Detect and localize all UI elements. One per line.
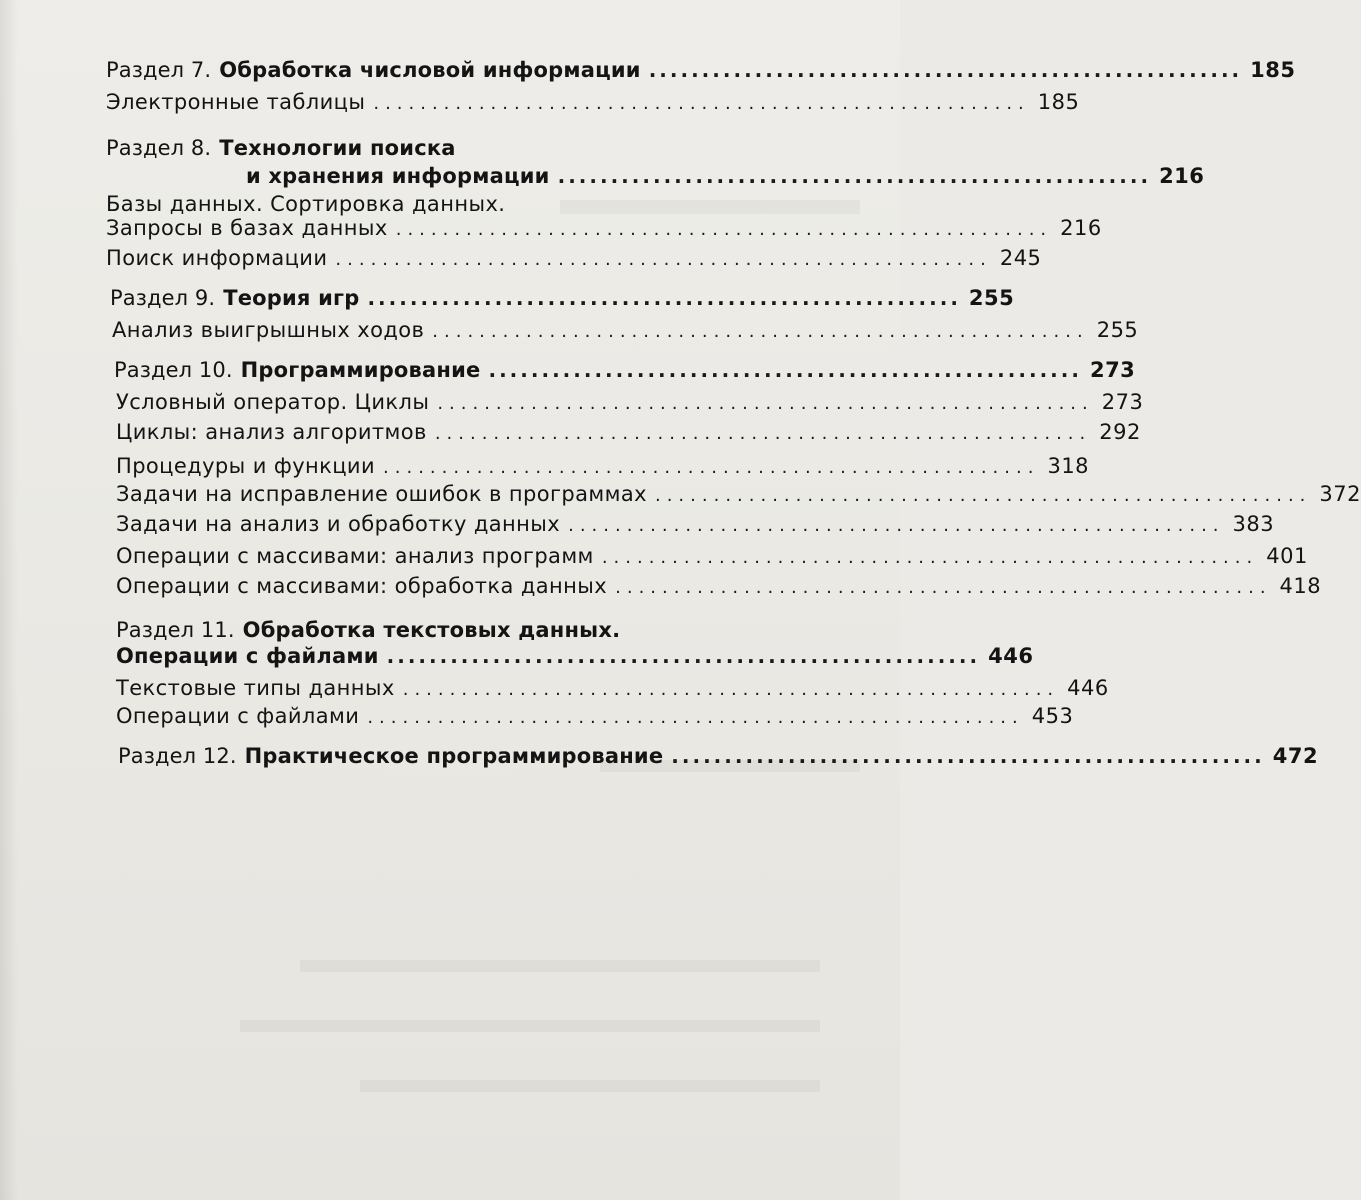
page-number: 418 [1279, 574, 1322, 598]
toc-section-10 [114, 356, 1136, 384]
leader-dots: ........................................................ [648, 58, 1243, 82]
leader-dots: ........................................................ [654, 485, 1312, 506]
leader-dots: ........................................................ [568, 515, 1225, 536]
page-number: 273 [1101, 390, 1144, 414]
page-number: 255 [968, 286, 1015, 310]
section-title: Теория игр [223, 286, 360, 310]
leader-dots: ........................................................ [437, 393, 1094, 414]
leader-dots: ........................................................ [432, 321, 1089, 342]
entry-title: Операции с файлами [116, 704, 360, 728]
page-number: 446 [988, 644, 1034, 668]
entry-title: Анализ выигрышных ходов [112, 318, 425, 342]
leader-dots: ........................................................ [557, 164, 1152, 188]
leader-dots: ........................................................ [671, 744, 1265, 768]
toc-entry [116, 452, 1090, 482]
section-number: Раздел 9. [110, 286, 216, 310]
page-number: 453 [1031, 704, 1074, 728]
toc-entry [106, 244, 1042, 274]
entry-title: Запросы в базах данных [106, 216, 388, 240]
leader-dots: ........................................................ [615, 577, 1272, 598]
toc-entry [116, 674, 1109, 704]
toc-entry [116, 572, 1322, 602]
section-number: Раздел 11. [116, 618, 235, 642]
toc-section-8 [106, 134, 848, 162]
leader-dots: ........................................................ [402, 679, 1060, 700]
toc-section-7 [106, 56, 1296, 84]
toc-section-11 [116, 616, 856, 644]
leader-dots: ........................................................ [367, 286, 961, 310]
section-title: Программирование [240, 358, 481, 382]
page-number: 255 [1096, 318, 1139, 342]
section-title: Обработка текстовых данных. [242, 618, 621, 642]
section-number: Раздел 12. [118, 744, 237, 768]
entry-title: Задачи на анализ и обработку данных [116, 512, 561, 536]
toc-section-12 [118, 742, 1319, 770]
section-number: Раздел 8. [106, 136, 212, 160]
page-number: 273 [1089, 358, 1136, 382]
section-title: Обработка числовой информации [219, 58, 641, 82]
entry-title: Процедуры и функции [116, 454, 376, 478]
leader-dots: ........................................................ [335, 249, 992, 270]
toc-entry [112, 316, 1139, 346]
section-title: Технологии поиска [219, 136, 456, 160]
page-number: 472 [1272, 744, 1319, 768]
page-number: 185 [1037, 90, 1080, 114]
page-number: 216 [1159, 164, 1205, 188]
page-number: 292 [1099, 420, 1141, 444]
page-number: 383 [1232, 512, 1275, 536]
section-number: Раздел 7. [106, 58, 212, 82]
page-number: 446 [1067, 676, 1109, 700]
leader-dots: ........................................................ [386, 644, 981, 668]
entry-title: Поиск информации [106, 246, 328, 270]
leader-dots: ........................................................ [383, 457, 1040, 478]
leader-dots: ........................................................ [488, 358, 1082, 382]
entry-title: Операции с массивами: анализ программ [116, 544, 594, 568]
toc-section-9 [110, 284, 1015, 312]
toc-entry [106, 88, 1080, 118]
section-title-cont: и хранения информации [246, 164, 550, 188]
entry-title: Операции с массивами: обработка данных [116, 574, 608, 598]
leader-dots: ........................................................ [601, 547, 1259, 568]
toc-section-11-cont [116, 642, 1034, 670]
leader-dots: ........................................................ [373, 93, 1030, 114]
toc-entry [116, 480, 1361, 510]
toc-section-8-cont [246, 162, 1205, 190]
toc-entry [116, 542, 1308, 572]
entry-title: Электронные таблицы [106, 90, 366, 114]
toc-entry [116, 510, 1275, 540]
section-number: Раздел 10. [114, 358, 233, 382]
toc-entry [116, 702, 1074, 732]
leader-dots: ........................................................ [395, 219, 1053, 240]
page-number: 216 [1060, 216, 1102, 240]
toc-entry [116, 418, 1141, 448]
section-title-cont: Операции с файлами [116, 644, 379, 668]
entry-title: Базы данных. Сортировка данных. [106, 192, 506, 216]
section-title: Практическое программирование [244, 744, 664, 768]
page-number: 245 [999, 246, 1042, 270]
page-number: 318 [1047, 454, 1090, 478]
entry-title: Условный оператор. Циклы [116, 390, 430, 414]
page-number: 401 [1266, 544, 1308, 568]
leader-dots: ........................................................ [434, 423, 1092, 444]
entry-title: Задачи на исправление ошибок в программах [116, 482, 647, 506]
entry-title: Циклы: анализ алгоритмов [116, 420, 427, 444]
page-number: 185 [1250, 58, 1296, 82]
toc-entry [106, 214, 1102, 244]
entry-title: Текстовые типы данных [116, 676, 395, 700]
toc-entry [116, 388, 1144, 418]
leader-dots: ........................................................ [367, 707, 1024, 728]
page-number: 372 [1319, 482, 1361, 506]
